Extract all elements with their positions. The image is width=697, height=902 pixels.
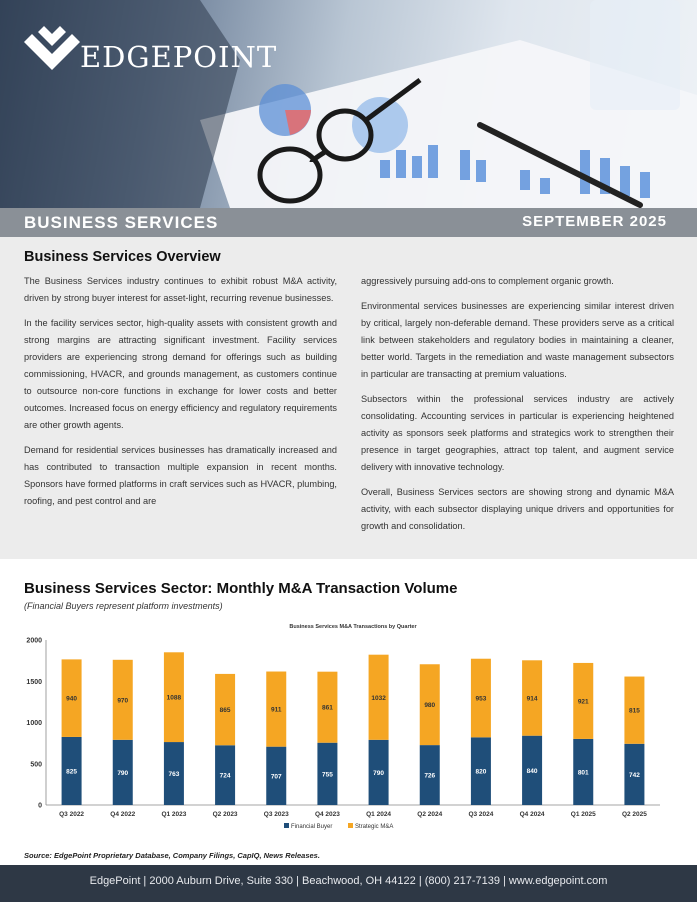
bar-value-label: 1088 — [166, 694, 182, 702]
x-tick-label: Q2 2025 — [621, 811, 647, 818]
x-tick-label: Q2 2023 — [212, 811, 238, 818]
bar-value-label: 914 — [526, 695, 538, 703]
bar-value-label: 801 — [577, 769, 589, 777]
overview-right-column — [361, 273, 674, 543]
x-tick-label: Q1 2024 — [366, 811, 392, 818]
report-date: SEPTEMBER 2025 — [522, 213, 667, 230]
chart-inner-title: Business Services M&A Transactions by Quarter — [289, 624, 417, 630]
y-tick-label: 0 — [38, 802, 42, 810]
bar-value-label: 820 — [475, 768, 487, 776]
bar-value-label: 911 — [271, 706, 282, 714]
hero-banner-image — [0, 0, 697, 208]
bar-value-label: 763 — [168, 771, 180, 779]
x-tick-label: Q3 2022 — [59, 811, 85, 818]
bar-value-label: 953 — [475, 695, 487, 703]
bar-value-label: 790 — [373, 769, 385, 777]
legend-swatch — [284, 823, 289, 828]
sector-banner — [0, 208, 697, 237]
bar-value-label: 815 — [628, 707, 640, 715]
bar-value-label: 840 — [526, 767, 538, 775]
paragraph: Subsectors within the professional services industry are actively consolidating. Accounting services in particular is experiencing heightened activity as sponsors seek platforms and strategics work to strengthen their presence in target geographies, attract top talent, and augment service delivery with innovative technology. — [361, 394, 674, 472]
bar-value-label: 1032 — [371, 694, 386, 702]
source-note: Source: EdgePoint Proprietary Database, Company Filings, CapIQ, News Releases. — [24, 851, 320, 860]
overview-section — [0, 237, 697, 559]
paragraph: In the facility services sector, high-quality assets with consistent growth and strong margins are attracting significant investment. Facility services providers are experiencing strong demand for offerings such as building commissioning, HVACR, and grounds management, as customers continue to outsource non-core functions in exchange for lower costs and better outcomes. Increased focus on energy efficiency and regulatory requirements are other growth agents. — [24, 318, 337, 430]
x-tick-label: Q1 2025 — [570, 811, 596, 818]
x-tick-label: Q4 2023 — [314, 811, 340, 818]
legend-label: Strategic M&A — [355, 824, 394, 830]
paragraph: aggressively pursuing add-ons to complement organic growth. — [361, 276, 614, 286]
paragraph: Environmental services businesses are experiencing similar interest driven by critical, largely non-deferable demand. These providers serve as a critical link between stakeholders and regulatory bodies in maintaining a cleaner, better world. Targets in the remediation and waste management subsectors in particular are transacting at premium valuations. — [361, 301, 674, 379]
x-tick-label: Q4 2024 — [519, 811, 545, 818]
x-tick-label: Q1 2023 — [161, 811, 187, 818]
paragraph: Overall, Business Services sectors are showing strong and dynamic M&A activity, with each subsector displaying unique drivers and opportunities for growth and consolidation. — [361, 487, 674, 531]
bar-value-label: 825 — [66, 768, 78, 776]
bar-value-label: 980 — [424, 702, 436, 710]
transactions-bar-chart — [20, 618, 670, 838]
paragraph: The Business Services industry continues to exhibit robust M&A activity, driven by strong buyer interest for asset-light, recurring revenue businesses. — [24, 276, 337, 303]
bar-value-label: 940 — [66, 695, 78, 703]
y-tick-label: 1000 — [26, 720, 42, 727]
overview-left-column — [24, 273, 337, 518]
legend-swatch — [348, 823, 353, 828]
bar-value-label: 861 — [321, 704, 333, 712]
sector-title: BUSINESS SERVICES — [24, 213, 219, 232]
bar-value-label: 707 — [270, 773, 282, 781]
x-tick-label: Q4 2022 — [110, 811, 136, 818]
bar-value-label: 970 — [117, 697, 129, 705]
legend-label: Financial Buyer — [291, 824, 333, 830]
bar-value-label: 755 — [321, 771, 333, 779]
x-tick-label: Q2 2024 — [417, 811, 443, 818]
x-tick-label: Q3 2024 — [468, 811, 494, 818]
paragraph: Demand for residential services businesses has dramatically increased and has contributed to transaction multiple expansion in recent months. Sponsors have formed platforms in craft services such as HVACR, plumbing, roofing, and pest control and are — [24, 445, 337, 506]
overview-title: Business Services Overview — [24, 249, 221, 265]
bar-value-label: 865 — [219, 707, 231, 715]
bar-value-label: 742 — [628, 771, 640, 779]
y-tick-label: 500 — [30, 761, 42, 769]
bar-value-label: 921 — [577, 698, 589, 706]
logo-wordmark[interactable]: EDGEPOINT — [80, 40, 278, 74]
footer-contact: EdgePoint | 2000 Auburn Drive, Suite 330 | Beachwood, OH 44122 | (800) 217-7139 | www.edgepoint.com — [89, 875, 608, 887]
footer — [0, 865, 697, 902]
x-tick-label: Q3 2023 — [263, 811, 289, 818]
chart-section-subtitle: (Financial Buyers represent platform investments) — [24, 601, 223, 611]
bar-value-label: 726 — [424, 772, 436, 780]
y-tick-label: 2000 — [26, 637, 42, 645]
y-tick-label: 1500 — [26, 678, 42, 686]
chart-section-title: Business Services Sector: Monthly M&A Transaction Volume — [24, 580, 458, 597]
bar-value-label: 724 — [219, 772, 231, 780]
bar-value-label: 790 — [117, 769, 129, 777]
